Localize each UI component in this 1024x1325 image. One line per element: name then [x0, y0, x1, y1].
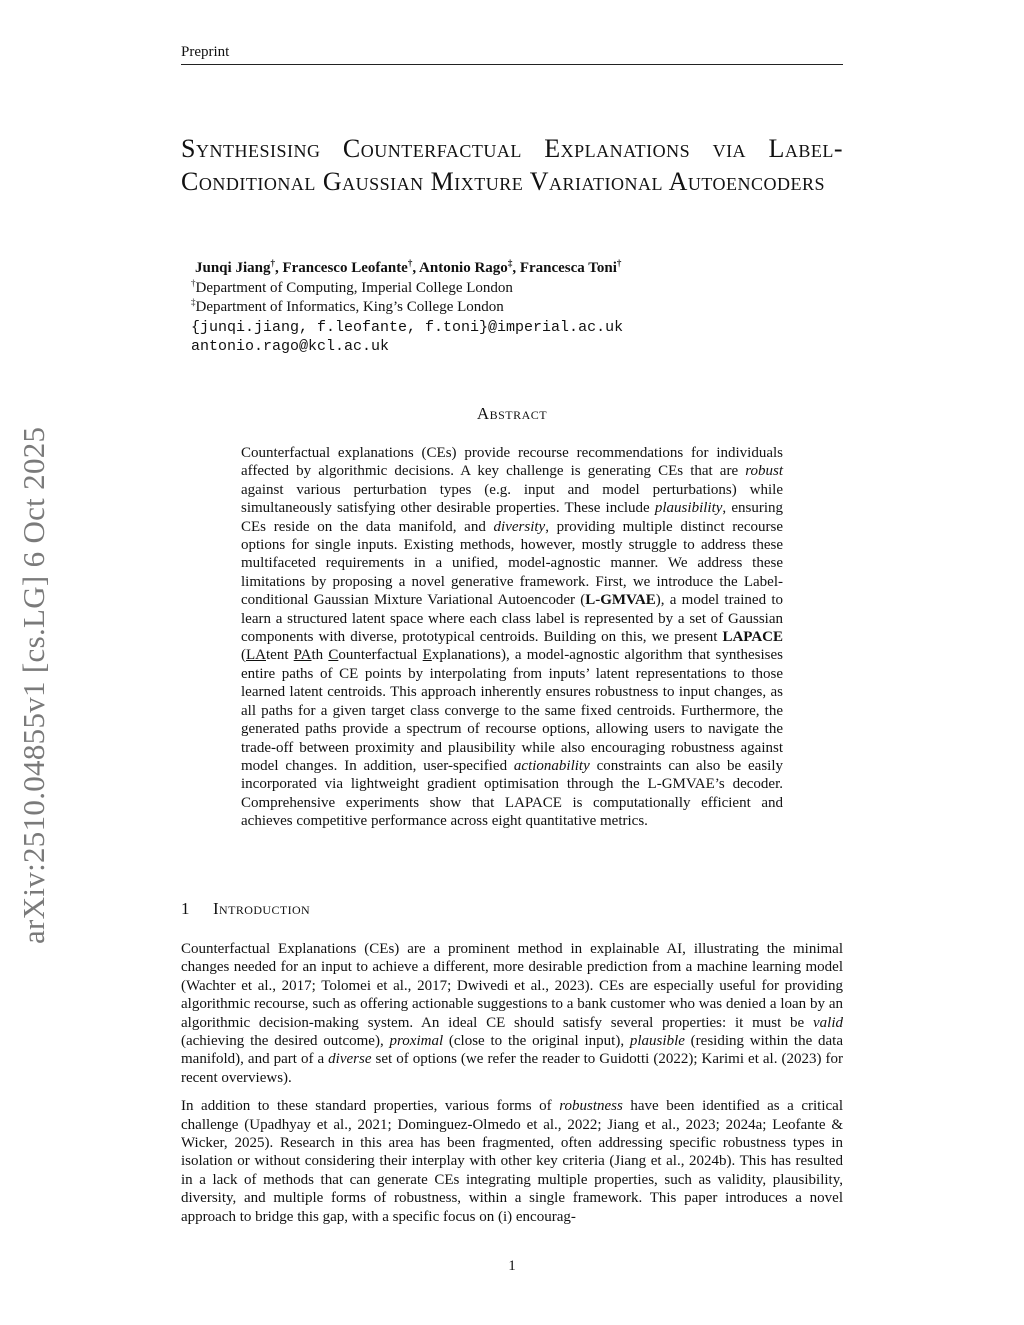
- page-number: 1: [508, 1258, 516, 1274]
- text-run: robustness: [559, 1098, 623, 1115]
- text-run: proximal: [389, 1033, 444, 1050]
- text-run: xplanations), a model-agnostic algorithm that synthesises entire paths of CE points by interpolating from inputs’ latent representations to those learned latent centroids. This approach inherently ensures robustness to input changes, as all paths for a given target class converge to the same fixed centroids. Furthermore, the generated paths provide a spectrum of recourse options, allowing users to navigate the trade-off between proximity and plausibility while also encouraging robustness against model changes. In addition, user-specified: [241, 647, 784, 774]
- text-run: PA: [293, 647, 312, 664]
- author-names: Junqi Jiang†, Francesco Leofante†, Antonio Rago‡, Francesca Toni†: [195, 258, 622, 276]
- author-mark: †: [270, 258, 275, 268]
- text-run: (: [241, 647, 246, 664]
- text-run: have been identified as a critical challenge (Upadhyay et al., 2021; Dominguez-Olmedo et al., 2022; Jiang et al., 2023; 2024a; Leofante & Wicker, 2025). Research in this area has been fragmented, often addressing specific robustness types in isolation or without considering their interplay with other key criteria (Jiang et al., 2024b). This has resulted in a lack of methods that can generate CEs integrating multiple properties, such as validity, plausibility, diversity, and multiple forms of robustness, within a single framework. This paper introduces a novel approach to bridge this gap, with a specific focus on (i) encourag-: [181, 1098, 843, 1225]
- text-run: C: [328, 647, 339, 664]
- paragraph: [181, 940, 843, 1087]
- author-name: Junqi Jiang: [195, 260, 271, 276]
- text-run: actionability: [513, 757, 590, 774]
- abstract-heading: Abstract: [476, 404, 548, 423]
- arxiv-stamp: arXiv:2510.04855v1 [cs.LG] 6 Oct 2025: [16, 426, 51, 944]
- author-mark: ‡: [507, 258, 513, 268]
- email-2: antonio.rago@kcl.ac.uk: [191, 338, 390, 355]
- author-block: [191, 259, 623, 357]
- running-header: Preprint: [181, 44, 843, 65]
- section-heading: [181, 899, 310, 919]
- text-run: E: [422, 647, 432, 664]
- affiliation-text: Department of Informatics, King’s College London: [195, 299, 504, 315]
- affiliation-2: [191, 298, 623, 318]
- text-run: (close to the original input),: [443, 1033, 630, 1050]
- text-run: against various perturbation types (e.g. input and model perturbations) while simultaneously satisfying other desirable properties. These include: [241, 481, 783, 517]
- text-run: (residing within the data manifold), and part of a: [181, 1033, 844, 1068]
- text-run: (achieving the desired outcome),: [181, 1033, 390, 1050]
- section-number: 1: [181, 899, 190, 918]
- affiliation-mark: ‡: [191, 297, 196, 307]
- text-run: ), a model trained to learn a structured latent space where each class label is represented by a set of Gaussian components with diverse, prototypical centroids. Building on this, we present: [241, 592, 783, 646]
- text-run: , providing multiple distinct recourse options for single inputs. Existing methods, however, mostly struggle to address these multifaceted requirements in a unified, model-agnostic manner. We address these limitations by proposing a novel generative framework. First, we introduce the Label-conditional Gaussian Mixture Variational Autoencoder (: [241, 518, 783, 609]
- text-run: valid: [813, 1014, 843, 1031]
- author-mark: †: [616, 258, 622, 268]
- author-mark: †: [407, 258, 413, 268]
- author-name: Francesco Leofante: [282, 260, 408, 276]
- text-run: plausible: [629, 1033, 685, 1050]
- text-run: th: [311, 647, 329, 664]
- text-run: diverse: [328, 1051, 372, 1068]
- text-run: constraints can also be easily incorporated via lightweight gradient optimisation through the L-GMVAE’s decoder. Comprehensive experiments show that LAPACE is computationally efficient and achieves competitive performance across eight quantitative metrics.: [241, 757, 783, 830]
- paper-title: Synthesising Counterfactual Explanations via Label-Conditional Gaussian Mixture Variational Autoencoders: [181, 134, 843, 196]
- author-name: Antonio Rago: [419, 260, 508, 276]
- affiliation-mark: †: [191, 277, 196, 288]
- text-run: tent: [266, 647, 294, 664]
- text-run: LA: [246, 647, 266, 664]
- author-name: Francesca Toni: [519, 260, 617, 276]
- affiliation-1: [191, 279, 623, 299]
- text-run: robust: [745, 463, 783, 480]
- text-run: diversity: [493, 518, 546, 535]
- affiliation-text: Department of Computing, Imperial College London: [195, 279, 513, 296]
- text-run: L-GMVAE: [585, 592, 656, 609]
- text-run: , ensuring CEs reside on the data manifold, and: [241, 500, 783, 535]
- text-run: Counterfactual Explanations (CEs) are a prominent method in explainable AI, illustrating the minimal changes needed for an input to achieve a different, more desirable prediction from a machine learning model (Wachter et al., 2017; Tolomei et al., 2017; Dwivedi et al., 2023). CEs are especially useful for providing algorithmic recourse, such as offering actionable suggestions to a bank customer who was denied a loan by an algorithmic decision-making system. An ideal CE should satisfy several properties: it must be: [181, 941, 843, 1031]
- section-title: Introduction: [213, 899, 311, 918]
- text-run: set of options (we refer the reader to Guidotti (2022); Karimi et al. (2023) for recent overviews).: [181, 1051, 843, 1086]
- text-run: In addition to these standard properties, various forms of: [181, 1098, 560, 1115]
- text-run: Counterfactual explanations (CEs) provide recourse recommendations for individuals affected by algorithmic decisions. A key challenge is generating CEs that are: [241, 445, 783, 480]
- body-text: [181, 940, 843, 1236]
- paragraph: [181, 1097, 843, 1226]
- abstract-text: [241, 444, 783, 831]
- text-run: ounterfactual: [338, 647, 423, 664]
- email-1: {junqi.jiang, f.leofante, f.toni}@imperial.ac.uk: [191, 318, 624, 336]
- text-run: LAPACE: [722, 629, 783, 646]
- text-run: plausibility: [654, 500, 723, 517]
